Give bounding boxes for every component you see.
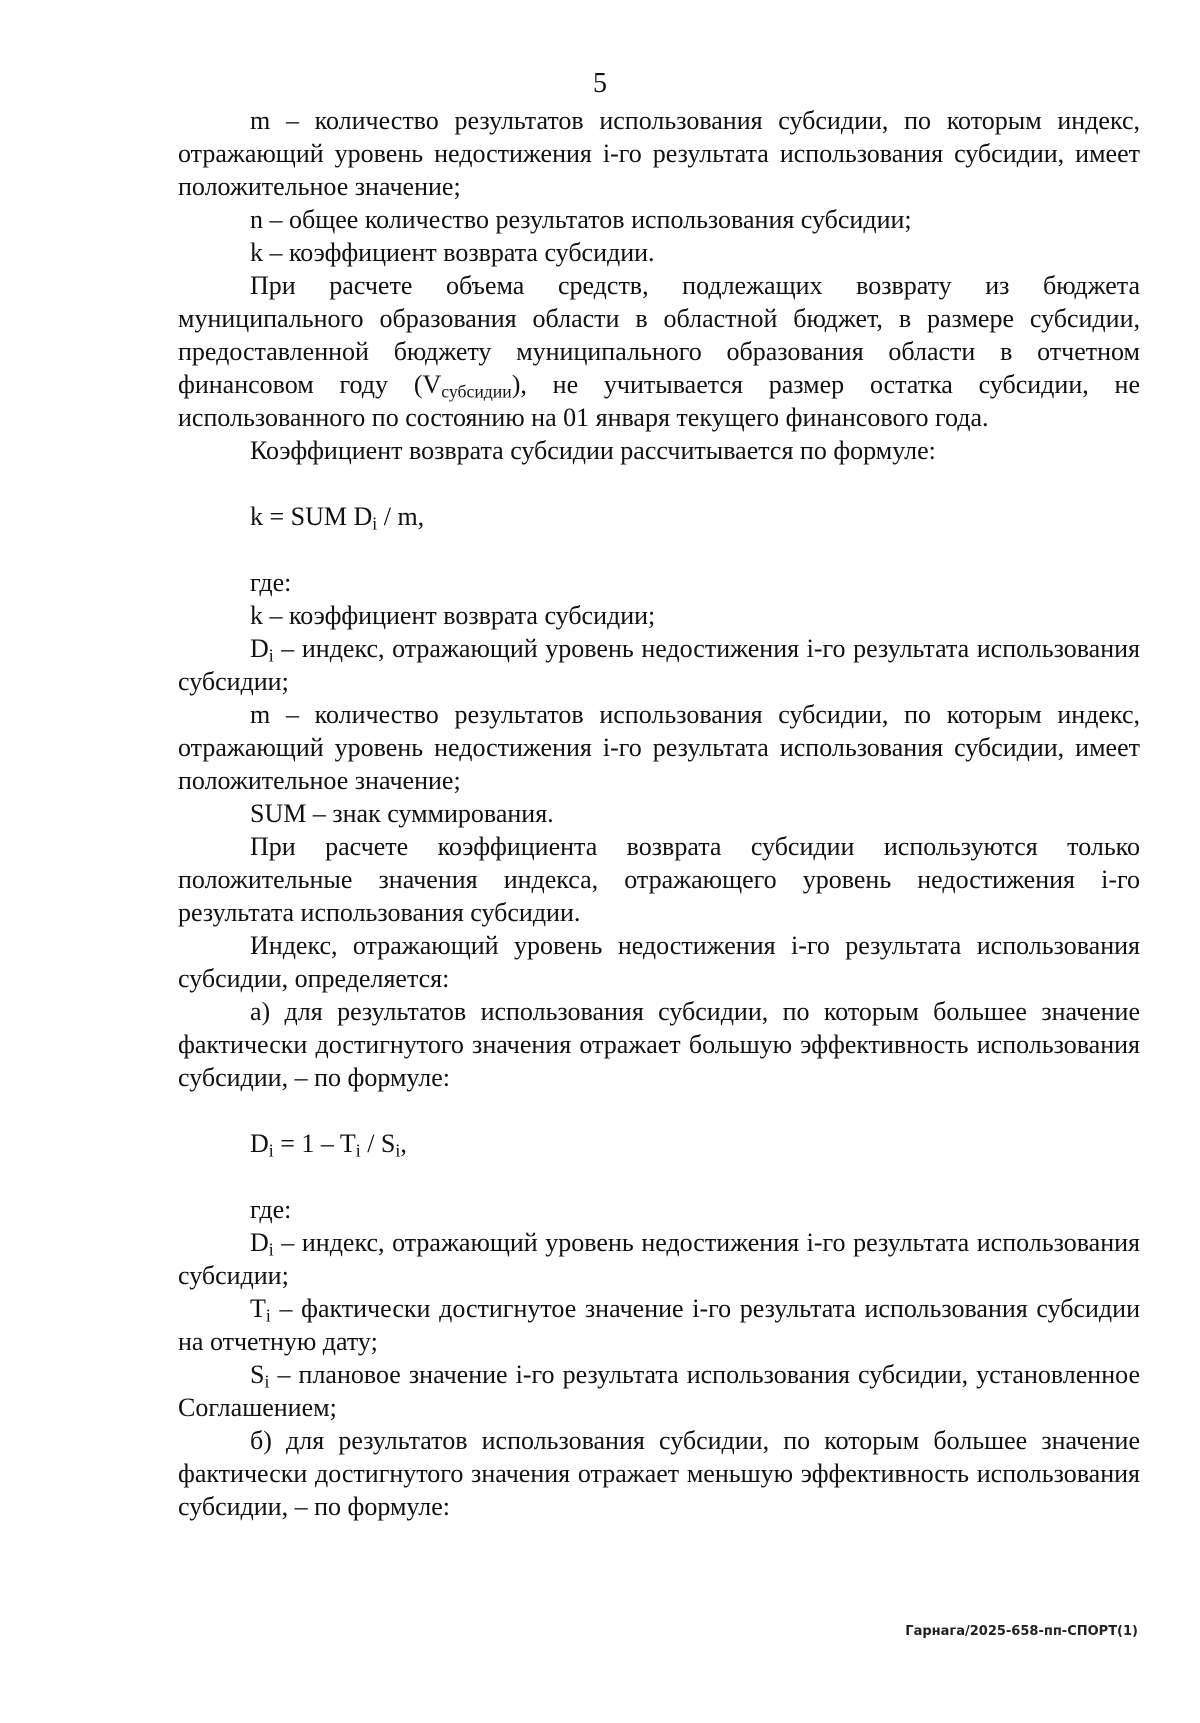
paragraph-ti-def: $T_i$ – фактически достигнутое значение i-го результата использования субсидии на отчетную дату;: [178, 1294, 1140, 1356]
paragraph-volume-calculation: При расчете объема средств, подлежащих возврату из бюджета муниципального образования области в областной бюджет, в размере субсидии, предоставленной бюджету муниципального образования области в отчетном финансовом году $(V_{субсидии})$, не учитывается размер остатка субсидии, не использованного по состоянию на 01 января текущего финансового года.: [178, 271, 1140, 432]
document-code: Гарнага/2025-658-пп-СПОРТ(1): [905, 1624, 1138, 1639]
paragraph-di-def-2: $D_i$ – индекс, отражающий уровень недостижения i-го результата использования субсидии;: [178, 1228, 1140, 1290]
document-body: [178, 104, 1140, 1523]
paragraph-n-definition: n – общее количество результатов использования субсидии;: [250, 205, 912, 234]
paragraph-m-def-2: m – количество результатов использования субсидии, по которым индекс, отражающий уровень недостижения i-го результата использования субсидии, имеет положительное значение;: [178, 700, 1140, 795]
where-label-2: где:: [250, 1195, 292, 1224]
paragraph-k-definition: k – коэффициент возврата субсидии.: [250, 238, 655, 267]
page-number: 5: [593, 68, 607, 99]
paragraph-k-def-2: k – коэффициент возврата субсидии;: [250, 601, 656, 630]
paragraph-di-def: $D_i$ – индекс, отражающий уровень недостижения i-го результата использования субсидии;: [178, 634, 1140, 696]
formula-di: $D_i = 1 - T_i / S_i$,: [250, 1129, 407, 1161]
paragraph-sum-def: SUM – знак суммирования.: [250, 799, 554, 828]
paragraph-si-def: $S_i$ – плановое значение i-го результата использования субсидии, установленное Соглашением;: [178, 1360, 1140, 1422]
paragraph-positive-values: При расчете коэффициента возврата субсидии используются только положительные значения индекса, отражающего уровень недостижения i-го результата использования субсидии.: [178, 832, 1140, 927]
paragraph-case-a: а) для результатов использования субсидии, по которым большее значение фактически достигнутого значения отражает большую эффективность использования субсидии, – по формуле:: [178, 997, 1140, 1092]
formula-k: k = SUM $D_i$ / m,: [250, 502, 425, 534]
paragraph-coefficient-intro: Коэффициент возврата субсидии рассчитывается по формуле:: [250, 436, 936, 465]
paragraph-m-definition: m – количество результатов использования субсидии, по которым индекс, отражающий уровень недостижения i-го результата использования субсидии, имеет положительное значение;: [178, 106, 1140, 201]
paragraph-index-determined: Индекс, отражающий уровень недостижения i-го результата использования субсидии, определяется:: [178, 931, 1140, 993]
paragraph-case-b: б) для результатов использования субсидии, по которым большее значение фактически достигнутого значения отражает меньшую эффективность использования субсидии, – по формуле:: [178, 1426, 1140, 1521]
where-label: где:: [250, 568, 292, 597]
